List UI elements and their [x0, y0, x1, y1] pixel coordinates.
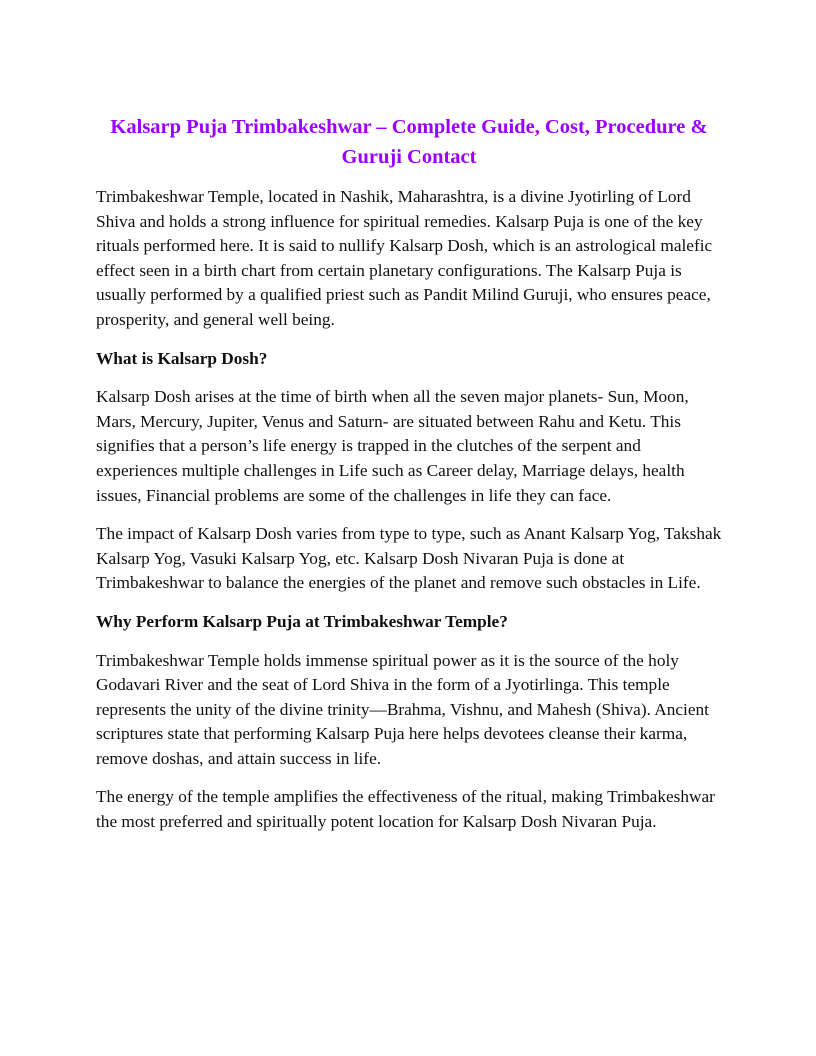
section-heading-why-trimbakeshwar: Why Perform Kalsarp Puja at Trimbakeshwar Temple?	[96, 611, 508, 631]
paragraph-temple-power: Trimbakeshwar Temple holds immense spiritual power as it is the source of the holy Godavari River and the seat of Lord Shiva in the form of a Jyotirlinga. This temple represents the unity of the divine trinity—Brahma, Vishnu, and Mahesh (Shiva). Ancient scriptures state that performing Kalsarp Puja here helps devotees cleanse their karma, remove doshas, and attain success in life.	[96, 650, 709, 768]
section-heading-kalsarp-dosh: What is Kalsarp Dosh?	[96, 348, 268, 368]
document-title: Kalsarp Puja Trimbakeshwar – Complete Guide, Cost, Procedure & Guruji Contact	[110, 116, 708, 168]
paragraph-kalsarp-dosh-definition: Kalsarp Dosh arises at the time of birth when all the seven major planets- Sun, Moon, Mars, Mercury, Jupiter, Venus and Saturn- are situated between Rahu and Ketu. This signifies that a person’s life energy is trapped in the clutches of the serpent and experiences multiple challenges in Life such as Career delay, Marriage delays, health issues, Financial problems are some of the challenges in life they can face.	[96, 387, 689, 505]
paragraph-temple-energy: The energy of the temple amplifies the effectiveness of the ritual, making Trimbakeshwar the most preferred and spiritually potent location for Kalsarp Dosh Nivaran Puja.	[96, 787, 715, 832]
paragraph-kalsarp-dosh-types: The impact of Kalsarp Dosh varies from type to type, such as Anant Kalsarp Yog, Takshak Kalsarp Yog, Vasuki Kalsarp Yog, etc. Kalsarp Dosh Nivaran Puja is done at Trimbakeshwar to balance the energies of the planet and remove such obstacles in Life.	[96, 524, 722, 593]
intro-paragraph: Trimbakeshwar Temple, located in Nashik, Maharashtra, is a divine Jyotirling of Lord Shiva and holds a strong influence for spiritual remedies. Kalsarp Puja is one of the key rituals performed here. It is said to nullify Kalsarp Dosh, which is an astrological malefic effect seen in a birth chart from certain planetary configurations. The Kalsarp Puja is usually performed by a qualified priest such as Pandit Milind Guruji, who ensures peace, prosperity, and general well being.	[96, 187, 713, 329]
document-page	[96, 112, 722, 849]
